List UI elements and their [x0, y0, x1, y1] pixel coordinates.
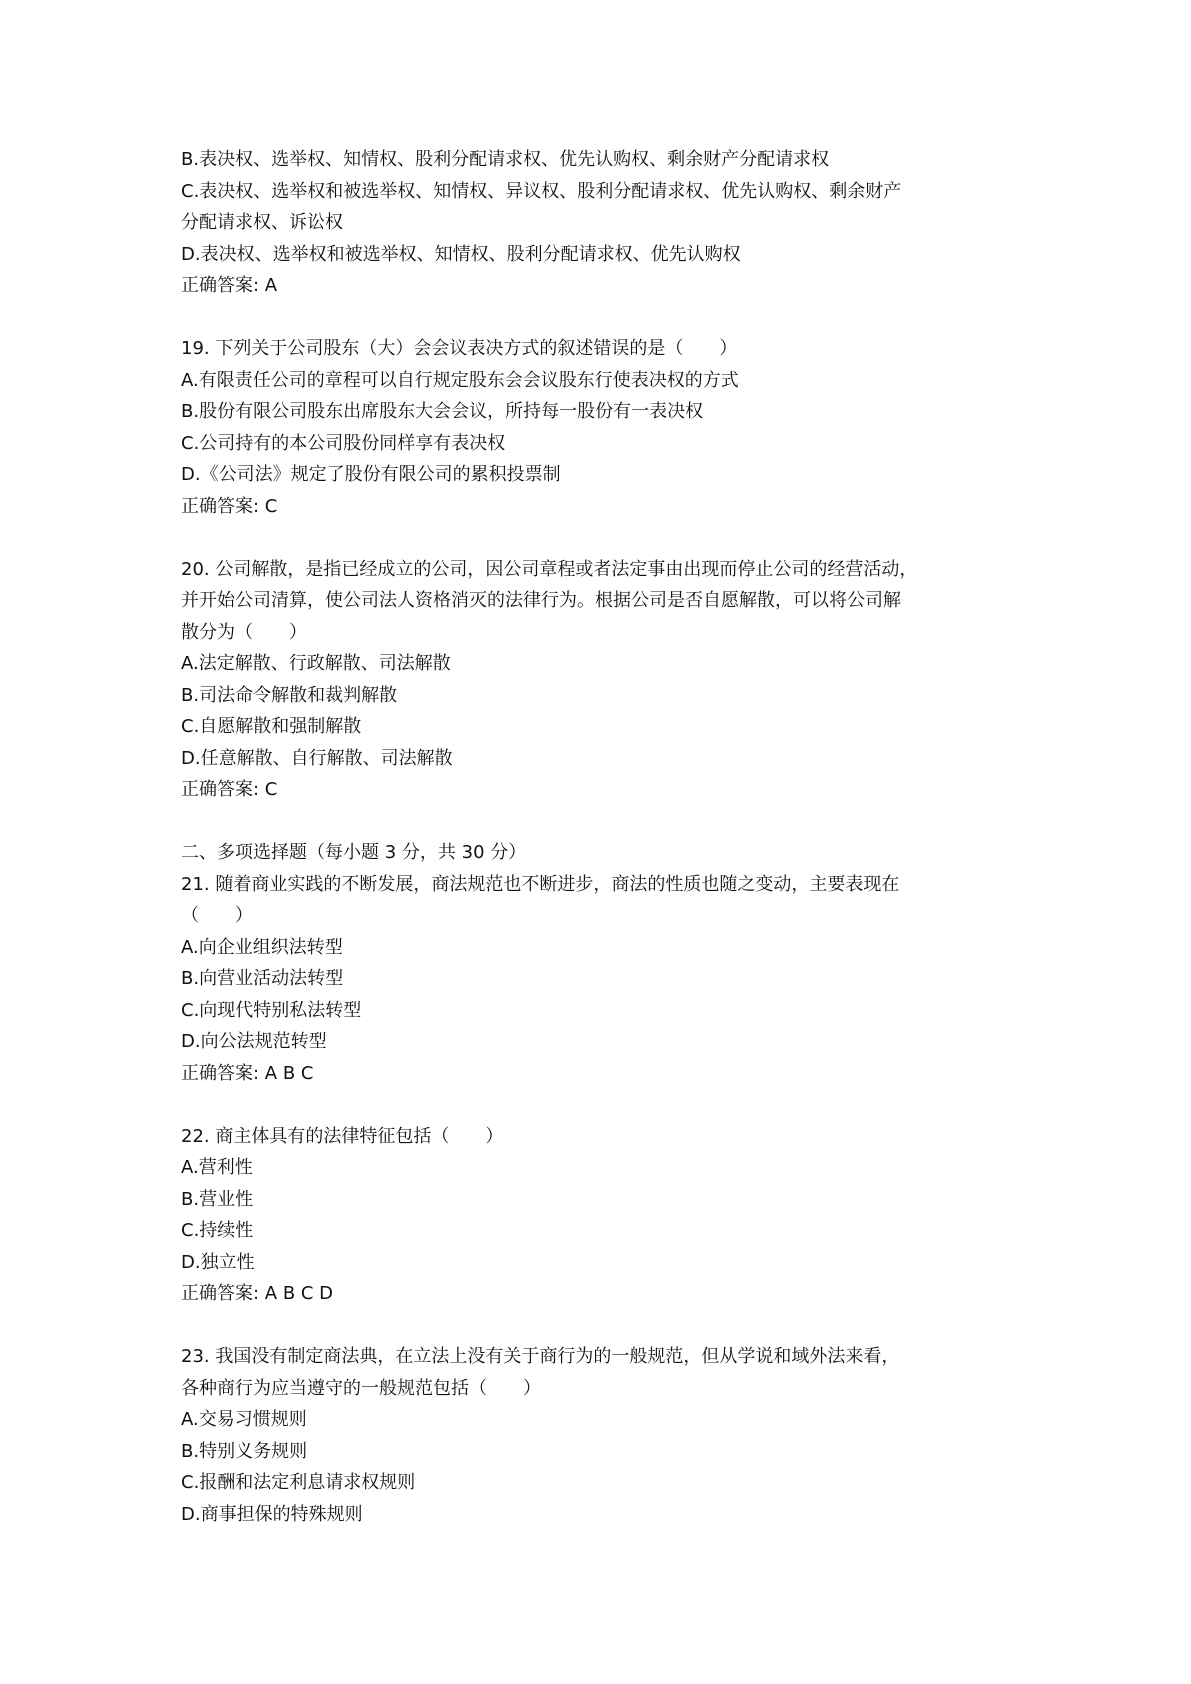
question-stem: 22. 商主体具有的法律特征包括（ ）	[181, 1125, 504, 1147]
question-stem-continued: 各种商行为应当遵守的一般规范包括（ ）	[181, 1377, 541, 1399]
spacer	[181, 522, 1021, 554]
option-c: C.公司持有的本公司股份同样享有表决权	[181, 432, 506, 454]
option-c: C.持续性	[181, 1220, 254, 1241]
option-a: A.有限责任公司的章程可以自行规定股东会会议股东行使表决权的方式	[181, 369, 739, 391]
question-stem-continued: （ ）	[181, 905, 253, 926]
question-stem-continued: 散分为（ ）	[181, 621, 307, 643]
question-20	[181, 554, 1021, 806]
question-23	[181, 1341, 1021, 1530]
question-18-tail	[181, 144, 1021, 302]
correct-answer: 正确答案: A B C	[181, 1062, 314, 1084]
question-22	[181, 1121, 1021, 1310]
document-page	[181, 144, 1021, 1530]
option-d: D.《公司法》规定了股份有限公司的累积投票制	[181, 464, 561, 485]
option-d: D.任意解散、自行解散、司法解散	[181, 747, 453, 769]
option-d: D.表决权、选举权和被选举权、知情权、股利分配请求权、优先认购权	[181, 243, 741, 265]
spacer	[181, 1089, 1021, 1121]
option-a: A.法定解散、行政解散、司法解散	[181, 653, 451, 674]
option-a: A.交易习惯规则	[181, 1409, 307, 1430]
spacer	[181, 1310, 1021, 1342]
section-heading: 二、多项选择题（每小题 3 分，共 30 分）	[181, 842, 527, 863]
correct-answer: 正确答案: A	[181, 275, 278, 296]
spacer	[181, 302, 1021, 334]
correct-answer: 正确答案: A B C D	[181, 1283, 334, 1304]
spacer	[181, 806, 1021, 838]
option-b: B.股份有限公司股东出席股东大会会议，所持每一股份有一表决权	[181, 401, 704, 422]
option-c: C.向现代特别私法转型	[181, 999, 362, 1021]
option-c: C.表决权、选举权和被选举权、知情权、异议权、股利分配请求权、优先认购权、剩余财产	[181, 180, 902, 202]
option-a: A.营利性	[181, 1157, 253, 1178]
question-stem: 19. 下列关于公司股东（大）会会议表决方式的叙述错误的是（ ）	[181, 338, 738, 359]
correct-answer: 正确答案: C	[181, 495, 278, 517]
question-19	[181, 333, 1021, 522]
option-b: B.司法命令解散和裁判解散	[181, 684, 398, 706]
option-b: B.营业性	[181, 1188, 254, 1210]
option-b: B.特别义务规则	[181, 1440, 308, 1462]
question-stem: 20. 公司解散，是指已经成立的公司，因公司章程或者法定事由出现而停止公司的经营活动，	[181, 558, 918, 580]
option-c: C.报酬和法定利息请求权规则	[181, 1472, 416, 1493]
option-d: D.向公法规范转型	[181, 1031, 327, 1052]
option-c: C.自愿解散和强制解散	[181, 716, 362, 737]
option-a: A.向企业组织法转型	[181, 936, 343, 958]
question-stem: 23. 我国没有制定商法典，在立法上没有关于商行为的一般规范，但从学说和域外法来看，	[181, 1346, 900, 1367]
option-b: B.表决权、选举权、知情权、股利分配请求权、优先认购权、剩余财产分配请求权	[181, 149, 830, 170]
option-d: D.独立性	[181, 1251, 255, 1273]
question-stem: 21. 随着商业实践的不断发展，商法规范也不断进步，商法的性质也随之变动，主要表现在	[181, 873, 900, 895]
option-d: D.商事担保的特殊规则	[181, 1503, 363, 1525]
question-stem-continued: 并开始公司清算，使公司法人资格消灭的法律行为。根据公司是否自愿解散，可以将公司解	[181, 590, 901, 611]
question-21	[181, 869, 1021, 1090]
correct-answer: 正确答案: C	[181, 779, 278, 800]
option-c-continued: 分配请求权、诉讼权	[181, 212, 343, 233]
option-b: B.向营业活动法转型	[181, 968, 344, 989]
